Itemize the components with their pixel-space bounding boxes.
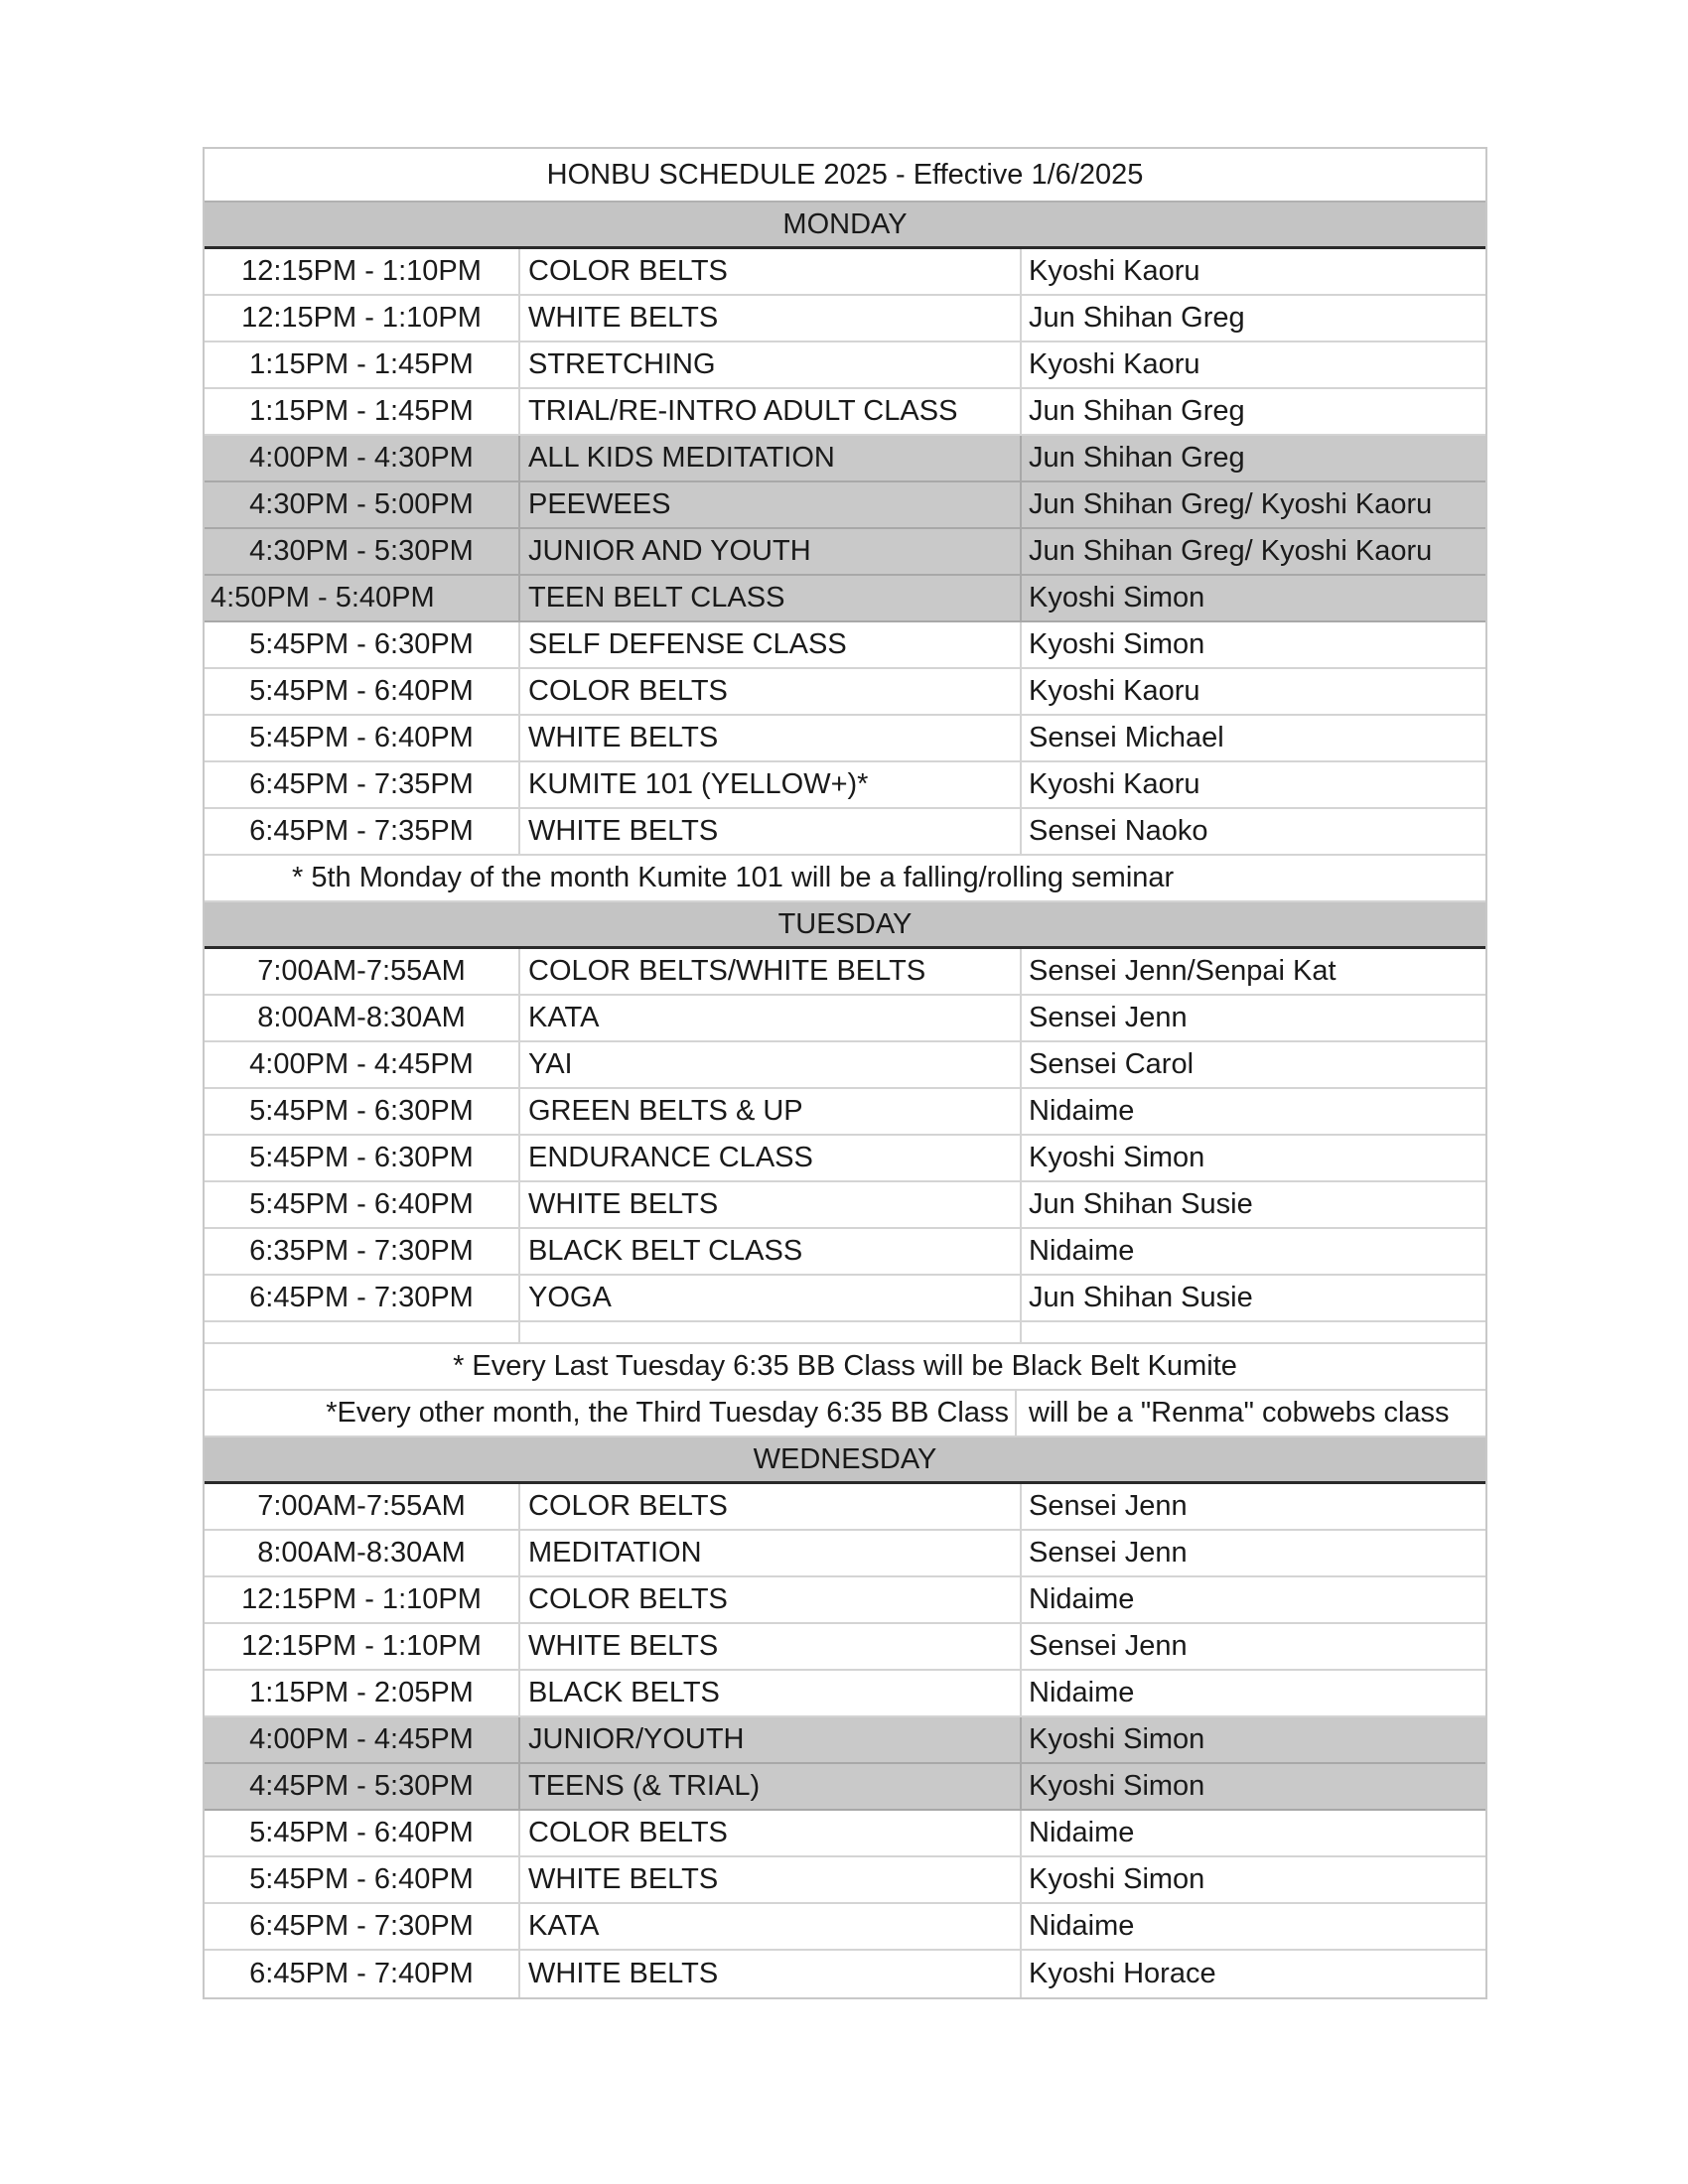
instructor-cell: Sensei Jenn [1029, 1630, 1188, 1662]
time-cell: 4:30PM - 5:00PM [205, 482, 520, 527]
table-row [205, 1182, 1485, 1229]
table-row [205, 1577, 1485, 1624]
time-cell: 4:00PM - 4:45PM [205, 1717, 520, 1762]
class-cell: COLOR BELTS [520, 1811, 1022, 1855]
time-cell: 12:15PM - 1:10PM [205, 1624, 520, 1669]
time-cell: 7:00AM-7:55AM [205, 949, 520, 994]
time-cell: 5:45PM - 6:30PM [205, 1136, 520, 1180]
table-row [205, 389, 1485, 436]
tuesday-note-1: * Every Last Tuesday 6:35 BB Class will be Black Belt Kumite [205, 1344, 1485, 1391]
monday-note: * 5th Monday of the month Kumite 101 will be a falling/rolling seminar [205, 856, 1485, 902]
time-cell: 1:15PM - 2:05PM [205, 1671, 520, 1715]
time-cell: 5:45PM - 6:30PM [205, 622, 520, 667]
table-row [205, 949, 1485, 996]
table-row [205, 996, 1485, 1042]
table-row [205, 529, 1485, 576]
time-cell: 6:35PM - 7:30PM [205, 1229, 520, 1274]
instructor-cell: Jun Shihan Susie [1029, 1282, 1253, 1313]
table-row [205, 669, 1485, 716]
table-row [205, 249, 1485, 296]
time-cell: 5:45PM - 6:30PM [205, 1089, 520, 1134]
class-cell: WHITE BELTS [520, 1624, 1022, 1669]
time-cell: 12:15PM - 1:10PM [205, 296, 520, 341]
instructor-cell: Kyoshi Simon [1029, 1142, 1205, 1173]
class-cell: YOGA [520, 1276, 1022, 1320]
schedule-title: HONBU SCHEDULE 2025 - Effective 1/6/2025 [205, 149, 1485, 203]
time-cell: 1:15PM - 1:45PM [205, 389, 520, 434]
class-cell: WHITE BELTS [520, 1951, 1022, 1997]
table-row [205, 622, 1485, 669]
day-header-tuesday: TUESDAY [205, 902, 1485, 949]
class-cell: COLOR BELTS/WHITE BELTS [520, 949, 1022, 994]
class-cell: YAI [520, 1042, 1022, 1087]
class-cell: JUNIOR/YOUTH [520, 1717, 1022, 1762]
instructor-cell: Nidaime [1029, 1583, 1135, 1615]
table-row [205, 1229, 1485, 1276]
table-row [205, 1136, 1485, 1182]
tuesday-note-2 [205, 1391, 1485, 1437]
table-row [205, 1089, 1485, 1136]
table-row [205, 1764, 1485, 1811]
instructor-cell: Nidaime [1029, 1095, 1135, 1127]
time-cell: 5:45PM - 6:40PM [205, 1182, 520, 1227]
time-cell: 4:50PM - 5:40PM [205, 576, 520, 620]
class-cell: COLOR BELTS [520, 1484, 1022, 1529]
class-cell: SELF DEFENSE CLASS [520, 622, 1022, 667]
table-row [205, 1624, 1485, 1671]
class-cell: WHITE BELTS [520, 809, 1022, 854]
time-cell: 4:30PM - 5:30PM [205, 529, 520, 574]
tuesday-note-2-part-1: *Every other month, the Third Tuesday 6:35 BB Class [205, 1391, 1017, 1435]
class-cell: COLOR BELTS [520, 249, 1022, 294]
instructor-cell: Jun Shihan Greg [1029, 302, 1245, 334]
class-cell: GREEN BELTS & UP [520, 1089, 1022, 1134]
empty-row [205, 1322, 1485, 1344]
class-cell: KATA [520, 996, 1022, 1040]
instructor-cell: Kyoshi Simon [1029, 1770, 1205, 1802]
time-cell: 4:00PM - 4:30PM [205, 436, 520, 480]
class-cell: COLOR BELTS [520, 669, 1022, 714]
table-row [205, 1811, 1485, 1857]
schedule-table [203, 147, 1487, 1999]
table-row [205, 342, 1485, 389]
class-cell: COLOR BELTS [520, 1577, 1022, 1622]
table-row [205, 1531, 1485, 1577]
instructor-cell: Nidaime [1029, 1910, 1135, 1942]
class-cell: ENDURANCE CLASS [520, 1136, 1022, 1180]
class-cell: TEENS (& TRIAL) [520, 1764, 1022, 1809]
instructor-cell: Kyoshi Kaoru [1029, 255, 1200, 287]
instructor-cell: Jun Shihan Susie [1029, 1188, 1253, 1220]
instructor-cell: Kyoshi Simon [1029, 1723, 1205, 1755]
instructor-cell: Jun Shihan Greg [1029, 442, 1245, 474]
instructor-cell: Kyoshi Kaoru [1029, 675, 1200, 707]
day-header-wednesday: WEDNESDAY [205, 1437, 1485, 1484]
table-row [205, 762, 1485, 809]
table-row [205, 1671, 1485, 1717]
table-row [205, 1857, 1485, 1904]
class-cell: ALL KIDS MEDITATION [520, 436, 1022, 480]
class-cell: WHITE BELTS [520, 1857, 1022, 1902]
class-cell: WHITE BELTS [520, 716, 1022, 760]
table-row [205, 482, 1485, 529]
time-cell: 6:45PM - 7:30PM [205, 1276, 520, 1320]
table-row [205, 1904, 1485, 1951]
instructor-cell: Kyoshi Horace [1029, 1958, 1216, 1989]
time-cell: 6:45PM - 7:35PM [205, 762, 520, 807]
instructor-cell: Jun Shihan Greg/ Kyoshi Kaoru [1029, 535, 1433, 567]
instructor-cell: Sensei Carol [1029, 1048, 1195, 1080]
class-cell: BLACK BELT CLASS [520, 1229, 1022, 1274]
time-cell: 12:15PM - 1:10PM [205, 1577, 520, 1622]
instructor-cell: Sensei Jenn [1029, 1537, 1188, 1569]
table-row [205, 1042, 1485, 1089]
instructor-cell: Sensei Naoko [1029, 815, 1208, 847]
time-cell: 8:00AM-8:30AM [205, 996, 520, 1040]
class-cell: KUMITE 101 (YELLOW+)* [520, 762, 1022, 807]
time-cell: 12:15PM - 1:10PM [205, 249, 520, 294]
time-cell: 5:45PM - 6:40PM [205, 1857, 520, 1902]
time-cell: 1:15PM - 1:45PM [205, 342, 520, 387]
time-cell: 6:45PM - 7:35PM [205, 809, 520, 854]
time-cell: 5:45PM - 6:40PM [205, 716, 520, 760]
class-cell: BLACK BELTS [520, 1671, 1022, 1715]
time-cell: 6:45PM - 7:30PM [205, 1904, 520, 1949]
table-row [205, 1276, 1485, 1322]
instructor-cell: Sensei Jenn [1029, 1002, 1188, 1033]
table-row [205, 296, 1485, 342]
class-cell: TRIAL/RE-INTRO ADULT CLASS [520, 389, 1022, 434]
time-cell: 5:45PM - 6:40PM [205, 1811, 520, 1855]
time-cell: 5:45PM - 6:40PM [205, 669, 520, 714]
instructor-cell: Jun Shihan Greg [1029, 395, 1245, 427]
tuesday-note-2-part-2: will be a "Renma" cobwebs class [1029, 1397, 1450, 1429]
table-row [205, 1484, 1485, 1531]
time-cell: 7:00AM-7:55AM [205, 1484, 520, 1529]
class-cell: JUNIOR AND YOUTH [520, 529, 1022, 574]
class-cell: TEEN BELT CLASS [520, 576, 1022, 620]
instructor-cell: Sensei Michael [1029, 722, 1224, 753]
class-cell: PEEWEES [520, 482, 1022, 527]
time-cell: 6:45PM - 7:40PM [205, 1951, 520, 1997]
class-cell: STRETCHING [520, 342, 1022, 387]
time-cell: 4:00PM - 4:45PM [205, 1042, 520, 1087]
day-header-monday: MONDAY [205, 203, 1485, 249]
instructor-cell: Kyoshi Simon [1029, 628, 1205, 660]
instructor-cell: Sensei Jenn/Senpai Kat [1029, 955, 1336, 987]
instructor-cell: Sensei Jenn [1029, 1490, 1188, 1522]
table-row [205, 809, 1485, 856]
instructor-cell: Kyoshi Simon [1029, 582, 1205, 614]
instructor-cell: Nidaime [1029, 1677, 1135, 1708]
time-cell: 8:00AM-8:30AM [205, 1531, 520, 1575]
time-cell: 4:45PM - 5:30PM [205, 1764, 520, 1809]
class-cell: WHITE BELTS [520, 1182, 1022, 1227]
table-row [205, 1951, 1485, 1997]
instructor-cell: Nidaime [1029, 1817, 1135, 1848]
class-cell: WHITE BELTS [520, 296, 1022, 341]
instructor-cell: Kyoshi Kaoru [1029, 348, 1200, 380]
instructor-cell: Kyoshi Kaoru [1029, 768, 1200, 800]
table-row [205, 1717, 1485, 1764]
table-row [205, 576, 1485, 622]
table-row [205, 436, 1485, 482]
instructor-cell: Nidaime [1029, 1235, 1135, 1267]
instructor-cell: Jun Shihan Greg/ Kyoshi Kaoru [1029, 488, 1433, 520]
class-cell: MEDITATION [520, 1531, 1022, 1575]
class-cell: KATA [520, 1904, 1022, 1949]
table-row [205, 716, 1485, 762]
instructor-cell: Kyoshi Simon [1029, 1863, 1205, 1895]
